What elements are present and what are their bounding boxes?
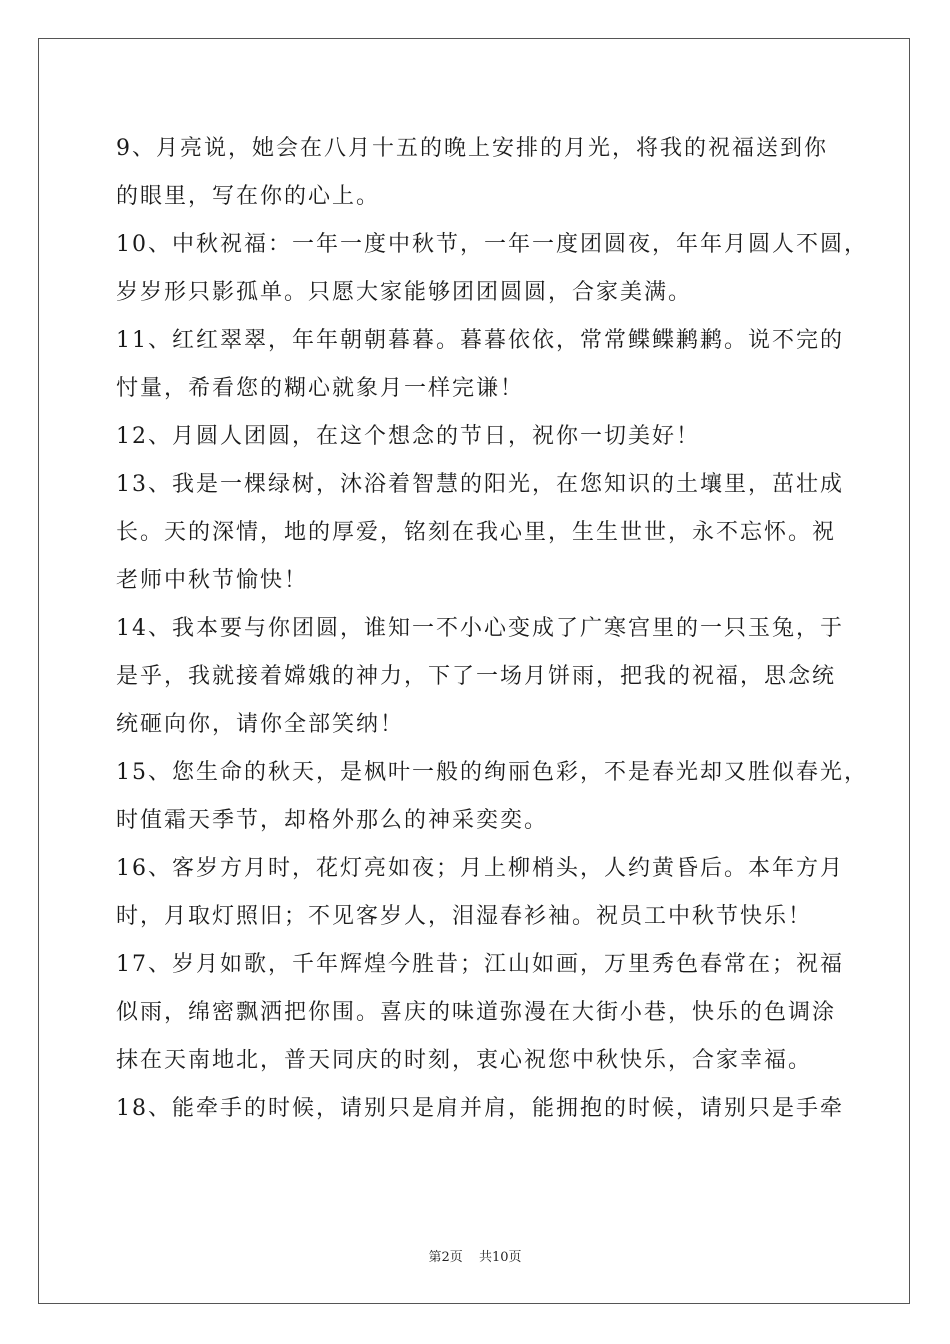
text-line: 15、您生命的秋天，是枫叶一般的绚丽色彩，不是春光却又胜似春光， — [116, 760, 868, 785]
text-line: 抹在天南地北，普天同庆的时刻，衷心祝您中秋快乐，合家幸福。 — [116, 1048, 813, 1073]
page-footer — [0, 1246, 950, 1265]
text-line: 老师中秋节愉快！ — [116, 568, 309, 593]
text-line: 11、红红翠翠，年年朝朝暮暮。暮暮依依，常常鲽鲽鹣鹣。说不完的 — [116, 328, 844, 353]
text-line: 16、客岁方月时，花灯亮如夜；月上柳梢头，人约黄昏后。本年方月 — [116, 856, 844, 881]
text-line: 是乎，我就接着嫦娥的神力，下了一场月饼雨，把我的祝福，思念统 — [116, 664, 837, 689]
text-line: 的眼里，写在你的心上。 — [116, 184, 381, 209]
text-line: 忖量，希看您的糊心就象月一样完谦！ — [116, 376, 525, 401]
text-line: 12、月圆人团圆，在这个想念的节日，祝你一切美好！ — [116, 424, 700, 449]
text-line: 统砸向你，请你全部笑纳！ — [116, 712, 405, 737]
text-line: 似雨，绵密飘洒把你围。喜庆的味道弥漫在大街小巷，快乐的色调涂 — [116, 1000, 837, 1025]
text-line: 10、中秋祝福：一年一度中秋节，一年一度团圆夜，年年月圆人不圆， — [116, 232, 868, 257]
page-total: 共10页 — [478, 1250, 522, 1265]
text-line: 长。天的深情，地的厚爱，铭刻在我心里，生生世世，永不忘怀。祝 — [116, 520, 837, 545]
text-line: 时值霜天季节，却格外那么的神采奕奕。 — [116, 808, 549, 833]
text-line: 17、岁月如歌，千年辉煌今胜昔；江山如画，万里秀色春常在；祝福 — [116, 952, 844, 977]
document-body — [116, 125, 868, 1133]
text-line: 14、我本要与你团圆，谁知一不小心变成了广寒宫里的一只玉兔，于 — [116, 616, 844, 641]
text-line: 岁岁形只影孤单。只愿大家能够团团圆圆，合家美满。 — [116, 280, 693, 305]
text-line: 18、能牵手的时候，请别只是肩并肩，能拥抱的时候，请别只是手牵 — [116, 1096, 844, 1121]
text-line: 13、我是一棵绿树，沐浴着智慧的阳光，在您知识的土壤里，茁壮成 — [116, 472, 844, 497]
text-line: 9、月亮说，她会在八月十五的晚上安排的月光，将我的祝福送到你 — [116, 136, 828, 161]
text-line: 时，月取灯照旧；不见客岁人，泪湿春衫袖。祝员工中秋节快乐！ — [116, 904, 813, 929]
page-number: 第2页 — [428, 1250, 463, 1265]
